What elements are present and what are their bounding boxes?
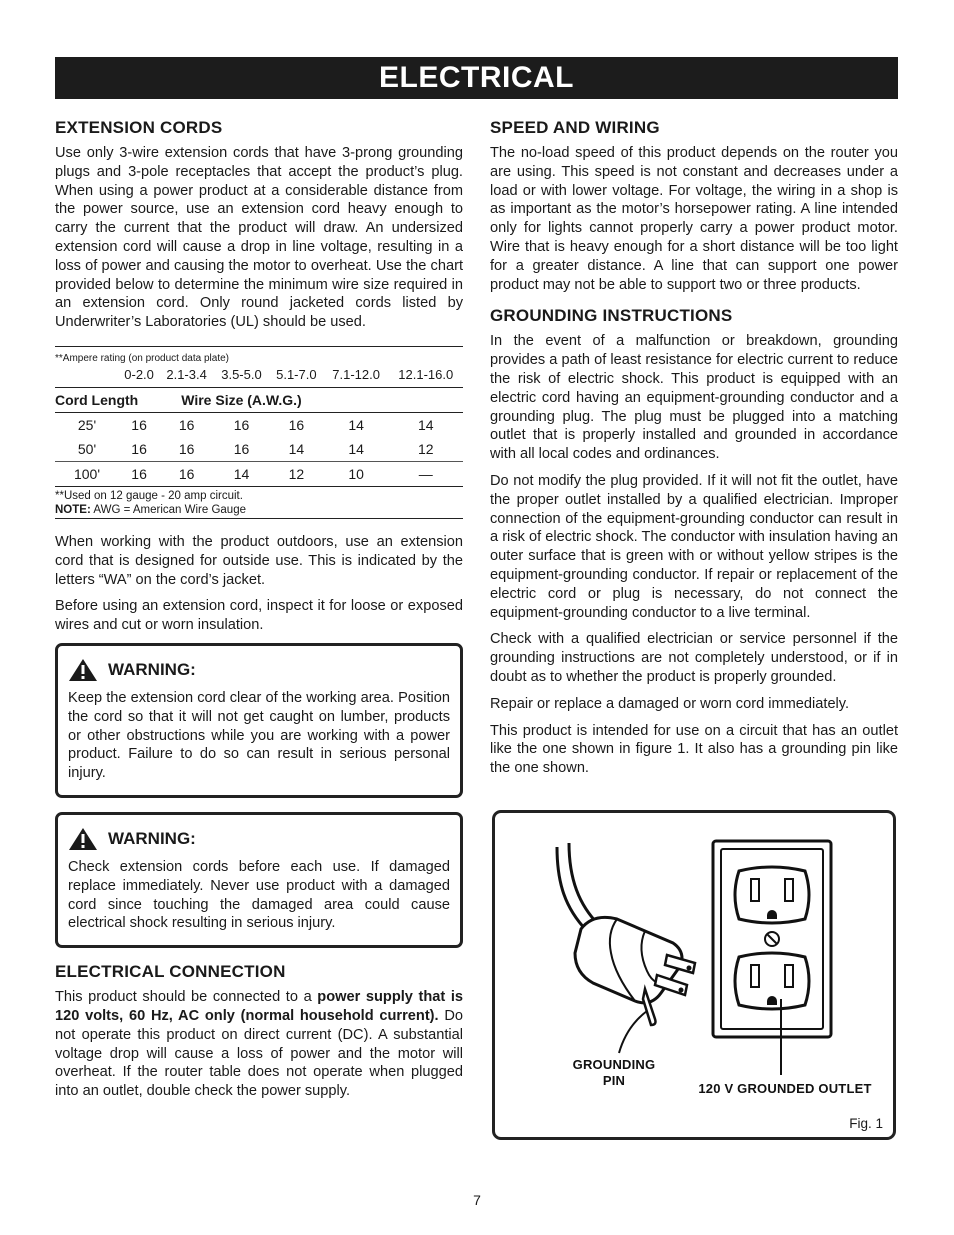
cord-length-cell: 100': [55, 461, 119, 486]
awg-note: [55, 503, 463, 518]
wire-size-cell: 16: [178, 416, 195, 433]
amp-range: 0-2.0: [124, 366, 154, 382]
power-supply-spec: power supply that is 120 volts, 60 Hz, AC only (normal household current).: [55, 989, 464, 1024]
amp-range: 3.5-5.0: [221, 366, 262, 382]
section-title-banner: ELECTRICAL: [55, 57, 898, 99]
warning-text: Keep the extension cord clear of the working area. Position the cord so that it will not get caught on lumber, products or other obstructions while you are working with a power product. Failure to do so can result in serious personal injury.: [68, 689, 450, 782]
amp-range: 5.1-7.0: [276, 366, 317, 382]
wire-size-cell: 14: [214, 461, 269, 486]
grounding-heading: GROUNDING INSTRUCTIONS: [490, 306, 733, 326]
warning-box-cord-clear: [55, 643, 463, 798]
figure-grounded-outlet: [492, 810, 896, 1140]
wire-size-cell: 16: [233, 440, 250, 457]
ampere-rating-note: **Ampere rating (on product data plate): [55, 352, 229, 364]
table-footnotes: [55, 486, 463, 518]
wire-size-cell: 16: [131, 416, 147, 433]
amp-range: 12.1-16.0: [398, 366, 454, 382]
grounded-outlet-label: 120 V GROUNDED OUTLET: [698, 1081, 872, 1096]
extension-cords-paragraph: Use only 3-wire extension cords that have 3-prong grounding plugs and 3-pole receptacles that accept the product’s plug. When using a power product at a considerable distance from the power source, use an extension cord heavy enough to carry the current that the product will draw. An undersized extension cord will cause a drop in line voltage, resulting in a loss of power and causing the motor to overheat. Use the chart provided below to determine the minimum wire size required in an extension cord. Only round jacketed cords listed by Underwriter’s Laboratories (UL) should be used.: [55, 145, 463, 331]
warning-triangle-icon: [68, 658, 98, 682]
table-header-row: [55, 387, 463, 412]
grounding-paragraph: In the event of a malfunction or breakdown, grounding provides a path of least resistance for electric current to reduce the risk of electric shock. This product is equipped with an electric cord having an equipment-grounding conductor and a grounding plug. The plug must be plugged into a matching outlet that is properly installed and grounded in accordance with all local codes and ordinances.: [490, 333, 898, 463]
left-column: [55, 118, 463, 1109]
warning-box-check-cords: [55, 812, 463, 948]
warning-title: WARNING:: [108, 659, 196, 679]
page-number: 7: [473, 1192, 481, 1208]
cord-length-cell: 50': [77, 440, 97, 457]
cord-length-header: Cord Length: [55, 387, 159, 412]
wire-size-cell: 16: [233, 416, 250, 433]
warning-triangle-icon: [68, 827, 98, 851]
grounding-paragraph: Repair or replace a damaged or worn cord immediately.: [490, 695, 850, 712]
grounding-pin-label: GROUNDING PIN: [572, 1057, 656, 1088]
wire-size-cell: 16: [119, 461, 159, 486]
outdoor-cord-paragraph: When working with the product outdoors, use an extension cord that is designed for outside use. This is indicated by the letters “WA” on the cord’s jacket.: [55, 533, 463, 588]
wire-size-cell: 10: [324, 461, 389, 486]
right-column: [490, 118, 898, 786]
wire-size-cell: 12: [417, 440, 434, 457]
wire-size-cell: 16: [288, 416, 305, 433]
note-text: AWG = American Wire Gauge: [93, 504, 246, 517]
wire-size-cell: 14: [417, 416, 434, 433]
warning-title: WARNING:: [108, 828, 196, 848]
speed-wiring-paragraph: The no-load speed of this product depends on the router you are using. This speed is not constant and decreases under a load or with lower voltage. For voltage, the wiring in a shop is as important as the motor’s horsepower rating. A line intended only for lights cannot properly carry a power product motor. Wire that is heavy enough for a short distance will be too light for a greater distance. A line that can support one power product may not be able to support two or three products.: [490, 145, 898, 293]
wire-size-cell: 16: [131, 440, 147, 457]
table-row: [55, 412, 463, 437]
gauge-footnote: **Used on 12 gauge - 20 amp circuit.: [55, 489, 243, 502]
grounding-paragraph: This product is intended for use on a circuit that has an outlet like the one shown in figure 1. It also has a grounding pin like the one shown.: [490, 722, 898, 777]
wire-size-cell: 14: [348, 416, 364, 433]
table-row: [55, 461, 463, 486]
wire-size-header: Wire Size (A.W.G.): [159, 387, 324, 412]
extension-cords-heading: EXTENSION CORDS: [55, 118, 223, 137]
figure-caption: Fig. 1: [849, 1116, 883, 1131]
cord-length-cell: 25': [77, 416, 97, 433]
electrical-connection-paragraph: This product should be connected to a power supply that is 120 volts, 60 Hz, AC only (normal household current). Do not operate this product on direct current (DC). A substantial voltage drop will cause a loss of power and the motor will overheat. If the router table does not operate when plugged into an outlet, double check the power supply.: [55, 989, 464, 1100]
wire-size-cell: 16: [178, 440, 195, 457]
grounding-paragraph: Do not modify the plug provided. If it will not fit the outlet, have the proper outlet installed by a qualified electrician. Improper connection of the equipment-grounding conductor can result in a risk of electric shock. The conductor with insulation having an outer surface that is green with or without yellow stripes is the equipment-grounding conductor. If repair or replacement of the electric cord or plug is necessary, do not connect the equipment-grounding conductor to a live terminal.: [490, 472, 898, 621]
amp-range: 2.1-3.4: [166, 366, 207, 382]
amp-range-row: [55, 365, 463, 388]
grounding-paragraph: Check with a qualified electrician or service personnel if the grounding instructions are not completely understood, or if in doubt as to whether the product is properly grounded.: [490, 631, 898, 685]
wire-size-table: [55, 346, 463, 519]
warning-text: Check extension cords before each use. If damaged replace immediately. Never use product with a damaged cord since touching the damaged area could cause electrical shock resulting in serious injury.: [68, 858, 450, 932]
speed-wiring-heading: SPEED AND WIRING: [490, 118, 660, 137]
table-row: [55, 437, 463, 462]
amp-range: 7.1-12.0: [332, 366, 380, 382]
wire-size-cell: 14: [348, 440, 364, 457]
wire-size-cell: 12: [269, 461, 324, 486]
wire-size-cell: 14: [288, 440, 305, 457]
electrical-connection-heading: ELECTRICAL CONNECTION: [55, 962, 286, 982]
wire-size-cell: 16: [159, 461, 214, 486]
wire-size-cell: —: [388, 461, 463, 486]
note-label: NOTE:: [55, 504, 91, 517]
inspect-cord-paragraph: Before using an extension cord, inspect it for loose or exposed wires and cut or worn insulation.: [55, 598, 463, 634]
